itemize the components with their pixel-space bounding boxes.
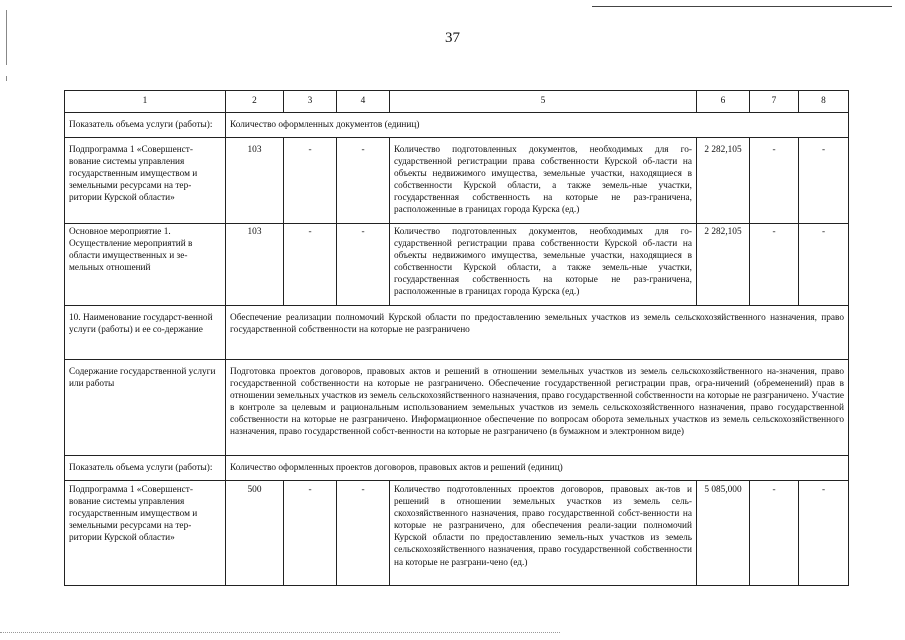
program-table (64, 90, 849, 586)
page-number: 37 (445, 30, 460, 46)
cell-col6: 2 282,105 (697, 224, 750, 306)
cell-col3: - (284, 481, 337, 586)
row-description: Количество подготовленных документов, необходимых для го-сударственной регистрации права собственности Курской об-ласти на объекты недвижимого имущества, земельные участки, находящиеся в собственности Курской области, а также земель-ные участки, государственная собственность на которые не раз-граничена, расположенные в границах города Курска (ед.) (390, 138, 697, 224)
service-content-value: Подготовка проектов договоров, правовых актов и решений в отношении земельных участков из земель сельскохозяйственного на-значения, право государственной собственности на которые не разграничено. Обеспечение государственной регистрации прав, огра-ничений (обременений) прав в отношении земельных участков из земель сельскохозяйственного назначения, право государственной собственности на которые не разграничено. Участие в контроле за целевым и рациональным использованием земельных участков из земель сельскохозяйственного назначения, право государственной собственности на которые не разграничено. Информационное обеспечение по вопросам оборота земельных участков из земель сельскохозяйственного назначения, право государственной собст-венности на которые не разграничено (в бумажном и электронном виде) (226, 360, 849, 456)
row-name: 10. Наименование государст-венной услуги (работы) и ее со-держание (65, 306, 226, 360)
cell-col7: - (750, 224, 799, 306)
service-name-row (65, 306, 849, 360)
cell-col3: - (284, 224, 337, 306)
row-name: Содержание государственной услуги или работы (65, 360, 226, 456)
cell-col2: 500 (226, 481, 284, 586)
table-header-row (65, 91, 849, 113)
row-description: Количество подготовленных проектов договоров, правовых ак-тов и решений в отношении земельных участков из земель сель-скохозяйственного назначения, право государственной собст-венности на которые не разграничено, для обеспечения реали-зации полномочий Курской области по предоставлению земель-ных участков из земель сельскохозяйственного назначения, право государственной собственности на которые не разграни-чено (ед.) (390, 481, 697, 586)
indicator-value: Количество оформленных проектов договоров, правовых актов и решений (единиц) (226, 456, 849, 481)
cell-col6: 5 085,000 (697, 481, 750, 586)
cell-col6: 2 282,105 (697, 138, 750, 224)
cell-col4: - (337, 224, 390, 306)
row-name: Основное мероприятие 1. Осуществление мероприятий в области имущественных и зе-мельных отношений (65, 224, 226, 306)
volume-indicator-row (65, 113, 849, 138)
column-header: 8 (799, 91, 849, 113)
cell-col4: - (337, 138, 390, 224)
column-header: 5 (390, 91, 697, 113)
volume-indicator-row (65, 456, 849, 481)
cell-col7: - (750, 138, 799, 224)
table-row (65, 224, 849, 306)
indicator-label: Показатель объема услуги (работы): (65, 113, 226, 138)
indicator-label: Показатель объема услуги (работы): (65, 456, 226, 481)
cell-col3: - (284, 138, 337, 224)
service-content-row (65, 360, 849, 456)
row-description: Количество подготовленных документов, необходимых для го-сударственной регистрации права собственности Курской об-ласти на объекты недвижимого имущества, земельные участки, находящиеся в собственности Курской области, а также земель-ные участки, государственная собственность на которые не раз-граничена, расположенные в границах города Курска (ед.) (390, 224, 697, 306)
table-row (65, 481, 849, 586)
cell-col7: - (750, 481, 799, 586)
indicator-value: Количество оформленных документов (единиц) (226, 113, 849, 138)
cell-col8: - (799, 224, 849, 306)
column-header: 3 (284, 91, 337, 113)
column-header: 2 (226, 91, 284, 113)
service-name-value: Обеспечение реализации полномочий Курской области по предоставлению земельных участков из земель сельскохозяйственного назначения, право государственной собственности на которые не разграничено (226, 306, 849, 360)
cell-col8: - (799, 138, 849, 224)
column-header: 6 (697, 91, 750, 113)
column-header: 7 (750, 91, 799, 113)
column-header: 1 (65, 91, 226, 113)
cell-col2: 103 (226, 138, 284, 224)
cell-col4: - (337, 481, 390, 586)
cell-col2: 103 (226, 224, 284, 306)
top-rule (592, 6, 892, 7)
cell-col8: - (799, 481, 849, 586)
bottom-scan-line (0, 632, 560, 633)
margin-tick (6, 76, 7, 81)
column-header: 4 (337, 91, 390, 113)
row-name: Подпрограмма 1 «Совершенст-вование системы управления государственным имуществом и земельными ресурсами на тер-ритории Курской области» (65, 138, 226, 224)
row-name: Подпрограмма 1 «Совершенст-вование системы управления государственным имуществом и земельными ресурсами на тер-ритории Курской области» (65, 481, 226, 586)
table-row (65, 138, 849, 224)
